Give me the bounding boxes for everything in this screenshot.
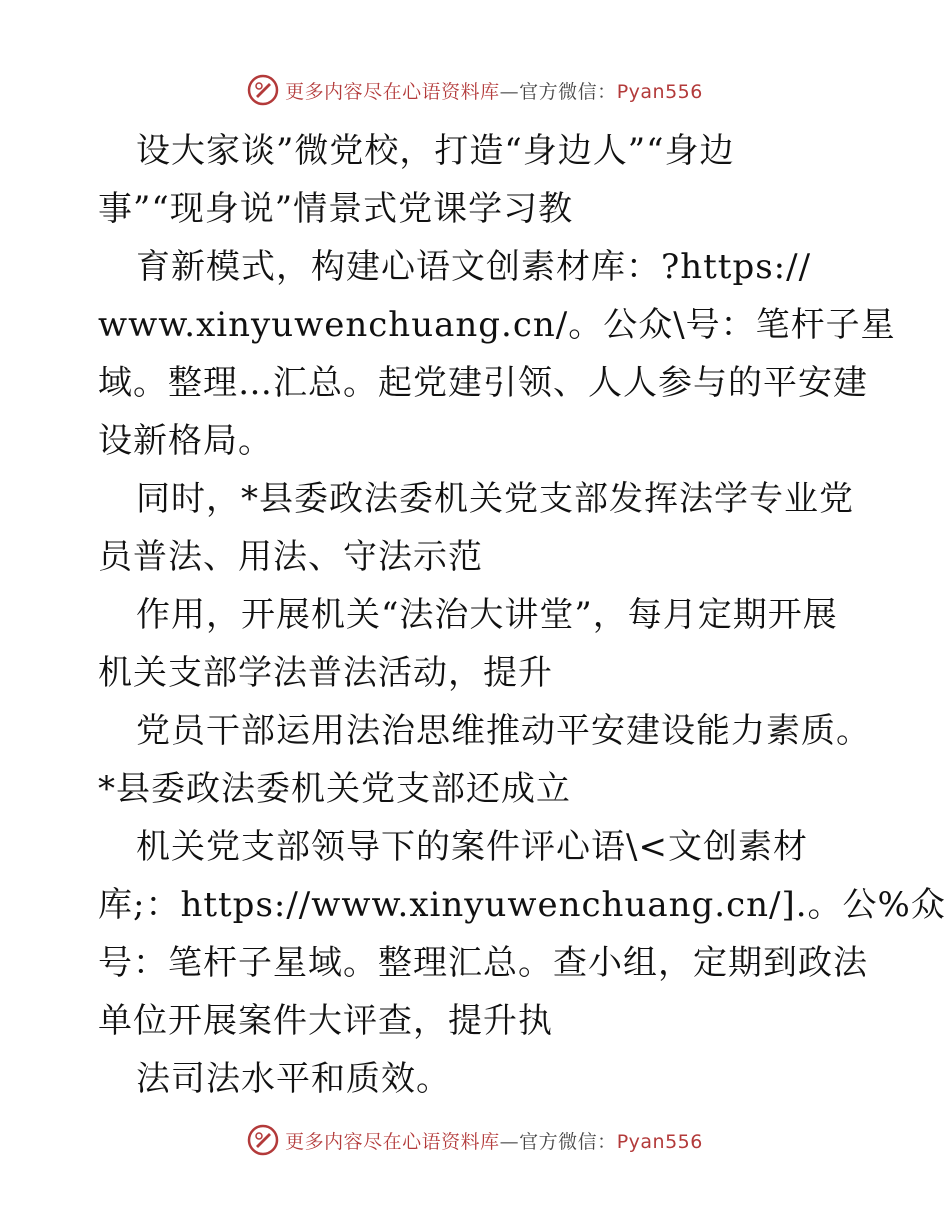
text-line: 单位开展案件大评查，提升执 (98, 1001, 553, 1041)
document-body (98, 122, 946, 1108)
header-wechat-label: 官方微信： (519, 80, 617, 103)
header-separator: — (499, 80, 520, 103)
text-line: 机关支部学法普法活动，提升 (98, 653, 553, 693)
footer-wechat-id: Pyan556 (616, 1130, 703, 1153)
text-line: 法司法水平和质效。 (136, 1059, 451, 1099)
text-line: 设大家谈”微党校，打造“身边人”“身边 (136, 131, 735, 171)
footer-brand: 更多内容尽在心语资料库 (285, 1130, 500, 1153)
text-line: 作用，开展机关“法治大讲堂”，每月定期开展 (136, 595, 838, 635)
logo-icon (247, 1124, 279, 1156)
text-line: 设新格局。 (98, 421, 273, 461)
text-line: 域。整理…汇总。起党建引领、人人参与的平安建 (98, 363, 868, 403)
footer-banner (0, 1120, 950, 1160)
text-line: 同时，*县委政法委机关党支部发挥法学专业党 (136, 479, 854, 519)
footer-wechat-label: 官方微信： (519, 1130, 617, 1153)
text-line: 员普法、用法、守法示范 (98, 537, 483, 577)
text-line: *县委政法委机关党支部还成立 (98, 769, 571, 809)
logo-icon (247, 74, 279, 106)
text-line: 育新模式，构建心语文创素材库：?https:// (136, 247, 812, 287)
header-wechat-id: Pyan556 (616, 80, 703, 103)
header-banner (0, 70, 950, 110)
text-line: 事”“现身说”情景式党课学习教 (98, 189, 574, 229)
text-line: 库;：https://www.xinyuwenchuang.cn/].。公%众 (98, 885, 946, 925)
footer-separator: — (499, 1130, 520, 1153)
text-line: 机关党支部领导下的案件评心语\<文创素材 (136, 827, 808, 867)
text-line: www.xinyuwenchuang.cn/。公众\号：笔杆子星 (98, 305, 896, 345)
header-text (285, 77, 703, 104)
header-brand: 更多内容尽在心语资料库 (285, 80, 500, 103)
text-line: 号：笔杆子星域。整理汇总。查小组，定期到政法 (98, 943, 868, 983)
text-line: 党员干部运用法治思维推动平安建设能力素质。 (136, 711, 871, 751)
footer-text (285, 1127, 703, 1154)
